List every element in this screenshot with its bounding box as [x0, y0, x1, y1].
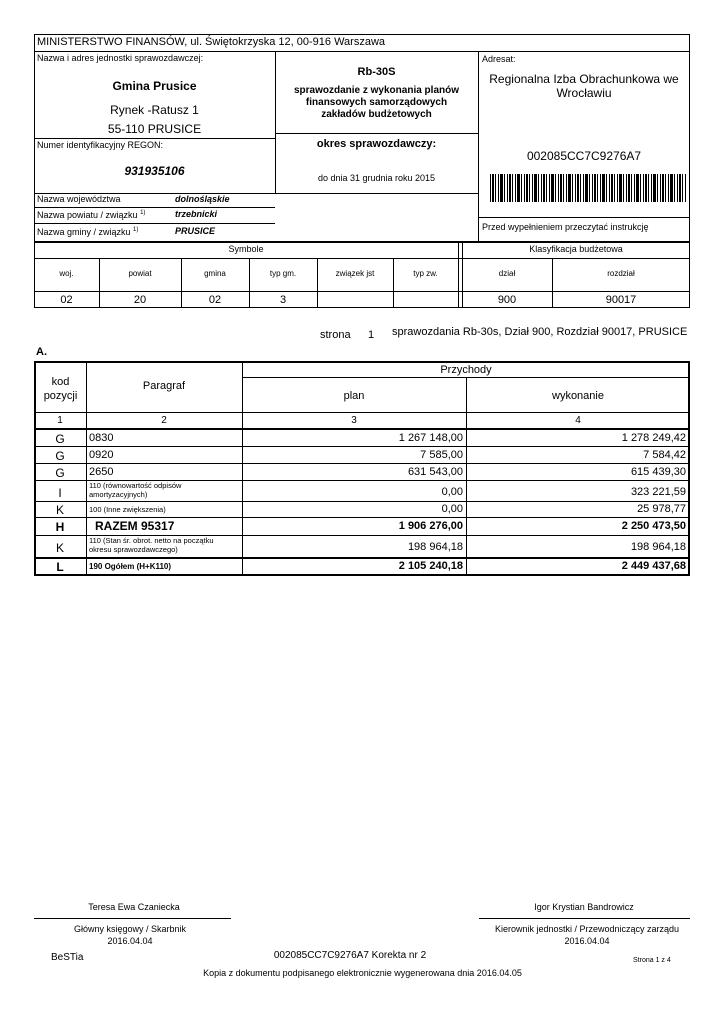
period-label: okres sprawozdawczy:	[316, 138, 437, 150]
symbol-value: 3	[279, 294, 287, 306]
table-row-paragraf: 2650	[89, 466, 114, 478]
table-row-plan: 198 964,18	[407, 541, 463, 553]
signer-left-date: 2016.04.04	[107, 936, 153, 946]
table-row-paragraf: 110 (Stan śr. obrot. netto na początku	[89, 536, 214, 545]
symbol-value: 20	[133, 294, 147, 306]
table-row-plan: 0,00	[441, 486, 463, 498]
signer-right-name: Igor Krystian Bandrowicz	[534, 902, 634, 912]
software-name: BeSTia	[51, 952, 84, 963]
unit-address-city: 55-110 PRUSICE	[107, 122, 202, 136]
commune-label: Nazwa gminy / związku $^{1)}$	[37, 227, 139, 237]
col-number: 1	[57, 415, 63, 426]
symbol-header: powiat	[128, 269, 152, 278]
document-code: 002085CC7C9276A7	[526, 149, 642, 163]
symbol-value: 02	[208, 294, 222, 306]
table-row-paragraf: okresu sprawozdawczego)	[89, 545, 178, 554]
unit-address-street: Rynek -Ratusz 1	[110, 103, 199, 117]
form-title: finansowych samorządowych	[305, 97, 448, 108]
page-description: sprawozdania Rb-30s, Dział 900, Rozdział 90017, PRUSICE	[392, 326, 688, 338]
symbols-title: Symbole	[228, 244, 264, 254]
table-row-wykonanie: 615 439,30	[630, 466, 686, 478]
voivodeship-value: dolnośląskie	[175, 194, 230, 204]
correction-code: 002085CC7C9276A7 Korekta nr 2	[273, 950, 427, 961]
table-row-wykonanie: 1 278 249,42	[621, 432, 686, 444]
signer-left-role: Główny księgowy / Skarbnik	[73, 924, 187, 934]
section-label: A.	[36, 346, 47, 358]
regon-label: Numer identyfikacyjny REGON:	[37, 140, 164, 150]
symbol-value: 02	[60, 294, 73, 306]
table-row-wykonanie: 323 221,59	[630, 486, 686, 498]
page-label: strona	[320, 329, 351, 341]
unit-name: Gmina Prusice	[112, 79, 197, 93]
signer-right-date: 2016.04.04	[564, 936, 610, 946]
table-row-paragraf: 100 (Inne zwiększenia)	[89, 505, 166, 514]
table-row-kod: G	[55, 432, 65, 446]
regon-number: 931935106	[124, 164, 185, 178]
commune-value: PRUSICE	[175, 226, 216, 236]
table-row-wykonanie: 25 978,77	[637, 503, 686, 515]
table-row-kod: H	[55, 520, 65, 534]
ministry-line: MINISTERSTWO FINANSÓW, ul. Świętokrzyska 12, 00-916 Warszawa	[37, 36, 386, 48]
form-code: Rb-30S	[357, 66, 396, 78]
table-row-plan: 2 105 240,18	[398, 560, 463, 572]
table-row-plan: 1 906 276,00	[398, 520, 463, 532]
symbol-header: gmina	[204, 269, 226, 278]
table-row-kod: K	[55, 503, 64, 517]
symbol-header: rozdział	[607, 269, 635, 278]
col-number: 4	[575, 415, 581, 426]
table-row-paragraf: 110 (równowartość odpisów	[89, 481, 182, 490]
addressee-label: Adresat:	[482, 54, 516, 64]
symbol-header: typ gm.	[269, 269, 297, 278]
symbol-header: typ zw.	[413, 269, 438, 278]
table-row-paragraf: amortyzacyjnych)	[89, 490, 148, 499]
addressee-name: Wrocławiu	[556, 86, 612, 100]
col-plan-header: plan	[343, 390, 365, 402]
table-row-plan: 1 267 148,00	[398, 432, 463, 444]
county-label: Nazwa powiatu / związku $^{1)}$	[37, 210, 146, 220]
table-row-paragraf: RAZEM 95317	[95, 519, 175, 533]
table-row-wykonanie: 2 449 437,68	[621, 560, 686, 572]
table-row-kod: G	[55, 449, 65, 463]
period-value: do dnia 31 grudnia roku 2015	[317, 173, 436, 183]
col-number: 3	[351, 415, 357, 426]
instruction-note: Przed wypełnieniem przeczytać instrukcję	[482, 222, 649, 232]
footnote-mark: 1)	[140, 210, 146, 216]
voivodeship-label: Nazwa województwa	[37, 194, 121, 204]
symbol-header: związek jst	[335, 269, 375, 278]
col-przychody-header: Przychody	[440, 364, 492, 376]
table-row-paragraf: 0920	[89, 449, 114, 461]
budget-classification-title: Klasyfikacja budżetowa	[529, 244, 623, 254]
table-row-paragraf: 190 Ogółem (H+K110)	[89, 562, 172, 571]
unit-label: Nazwa i adres jednostki sprawozdawczej:	[37, 53, 204, 63]
col-number: 2	[161, 415, 167, 426]
symbol-value: 90017	[605, 294, 637, 306]
table-row-wykonanie: 7 584,42	[643, 449, 686, 461]
county-value: trzebnicki	[175, 209, 218, 219]
col-paragraf-header: Paragraf	[142, 380, 186, 392]
signer-right-role: Kierownik jednostki / Przewodniczący zarządu	[494, 924, 680, 934]
table-row-wykonanie: 2 250 473,50	[621, 520, 686, 532]
table-row-kod: K	[55, 541, 64, 555]
table-row-kod: G	[55, 466, 65, 480]
table-row-plan: 7 585,00	[420, 449, 463, 461]
table-row-plan: 0,00	[441, 503, 463, 515]
table-row-kod: L	[56, 560, 64, 574]
table-row-wykonanie: 198 964,18	[630, 541, 686, 553]
form-title: sprawozdanie z wykonania planów	[293, 85, 460, 96]
symbol-value: 900	[497, 294, 517, 306]
barcode-image	[490, 174, 686, 202]
footnote-mark: 1)	[133, 227, 139, 233]
table-row-kod: I	[58, 486, 62, 500]
page-number: 1	[368, 329, 375, 341]
symbol-header: dział	[498, 269, 516, 278]
col-kod-header: kod pozycji	[43, 376, 78, 402]
form-title: zakładów budżetowych	[321, 109, 432, 120]
addressee-name: Regionalna Izba Obrachunkowa we	[489, 72, 679, 86]
copy-note: Kopia z dokumentu podpisanego elektronicznie wygenerowana dnia 2016.04.05	[203, 968, 522, 978]
table-row-plan: 631 543,00	[407, 466, 463, 478]
signer-left-name: Teresa Ewa Czaniecka	[88, 902, 180, 912]
col-wykonanie-header: wykonanie	[552, 390, 604, 402]
table-row-paragraf: 0830	[89, 432, 114, 444]
page-count: Strona 1 z 4	[633, 957, 671, 964]
symbol-header: woj.	[59, 269, 74, 278]
